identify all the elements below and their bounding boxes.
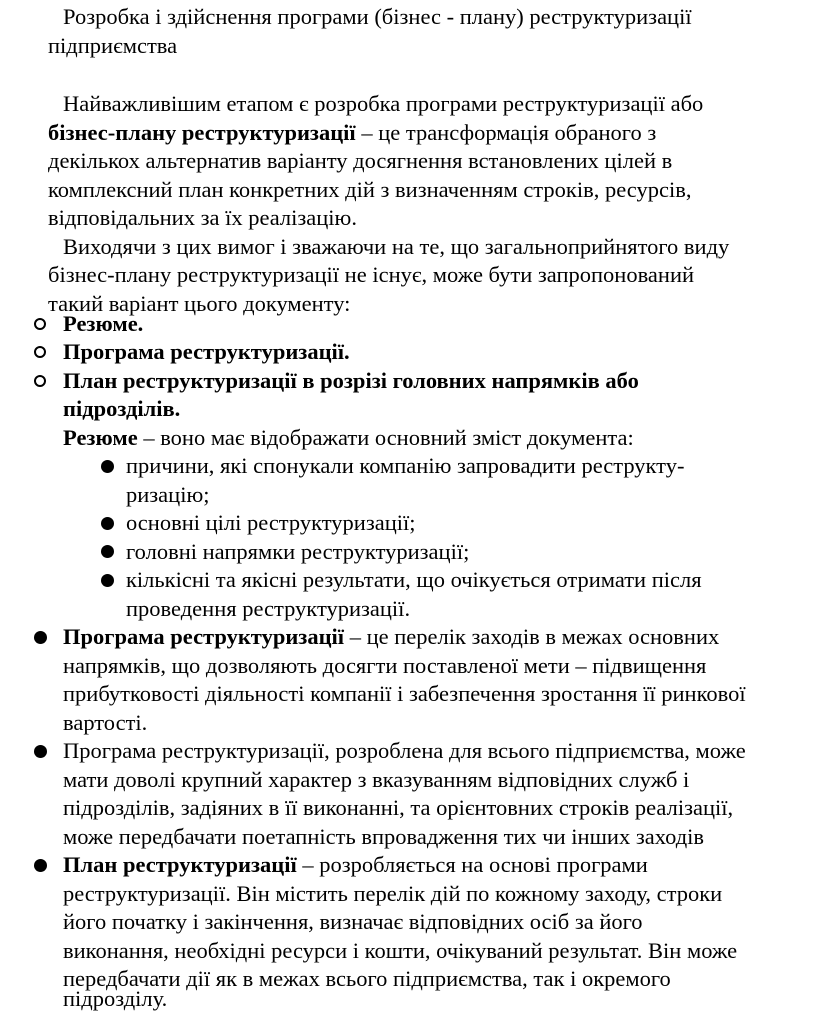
open-circle-bullet-icon <box>34 318 46 330</box>
outline-item-plan-line-1: План реструктуризації в розрізі головних напрямків або <box>63 368 639 393</box>
plan-line-4: виконання, необхідні ресурси і кошти, очікуваний результат. Він може <box>63 938 738 963</box>
resume-sub-1-line-1: причини, які спонукали компанію запровадити реструкту- <box>126 453 685 478</box>
resume-sub-2: основні цілі реструктуризації; <box>126 510 416 535</box>
para2-line-2: бізнес-плану реструктуризації не існує, може бути запропонований <box>48 262 695 287</box>
program2-line-4: може передбачати поетапність впровадження тих чи інших заходів <box>63 824 705 849</box>
program2-line-3: підрозділів, задіяних в її виконанні, та орієнтовних строків реалізації, <box>63 795 734 820</box>
plan-line-2: реструктуризації. Він містить перелік дій по кожному заходу, строки <box>63 881 723 906</box>
plan-line-1: План реструктуризації – розробляється на основі програми <box>63 852 648 877</box>
resume-sub-3: головні напрямки реструктуризації; <box>126 539 470 564</box>
filled-circle-bullet-icon <box>101 460 114 473</box>
business-plan-term: бізнес-плану реструктуризації <box>48 120 356 145</box>
program-line-2: напрямків, що дозволяють досягти поставленої мети – підвищення <box>63 653 707 678</box>
plan-line-5: передбачати дії як в межах всього підприємства, так і окремого <box>63 966 671 991</box>
resume-sub-4-line-1: кількісні та якісні результати, що очікується отримати після <box>126 567 702 592</box>
outline-item-plan-line-2: підрозділів. <box>63 396 181 421</box>
program2-line-1: Програма реструктуризації, розроблена для всього підприємства, може <box>63 738 746 763</box>
intro-line-1: Найважливішим етапом є розробка програми реструктуризації або <box>63 91 704 116</box>
filled-circle-bullet-icon <box>34 745 47 758</box>
intro-line-4: комплексний план конкретних дій з визначенням строків, ресурсів, <box>48 177 692 202</box>
para2-line-3: такий варіант цього документу: <box>48 291 351 316</box>
program-line-1: Програма реструктуризації – це перелік заходів в межах основних <box>63 624 720 649</box>
intro-line-3: декількох альтернатив варіанту досягнення встановлених цілей в <box>48 148 673 173</box>
resume-sub-1-line-2: ризацію; <box>126 482 210 507</box>
filled-circle-bullet-icon <box>34 859 47 872</box>
intro-line-5: відповідальних за їх реалізацію. <box>48 205 357 230</box>
program-line-4: вартості. <box>63 710 148 735</box>
filled-circle-bullet-icon <box>34 631 47 644</box>
plan-line-6: підрозділу. <box>63 986 168 1011</box>
resume-sub-4-line-2: проведення реструктуризації. <box>126 596 411 621</box>
program-line-3: прибутковості діяльності компанії і забезпечення зростання її ринкової <box>63 681 746 706</box>
open-circle-bullet-icon <box>34 346 46 358</box>
para2-line-1: Виходячи з цих вимог і зважаючи на те, що загальноприйнятого виду <box>63 234 730 259</box>
filled-circle-bullet-icon <box>101 574 114 587</box>
filled-circle-bullet-icon <box>101 517 114 530</box>
title-line-2: підприємства <box>48 33 178 58</box>
open-circle-bullet-icon <box>34 375 46 387</box>
title-line-1: Розробка і здійснення програми (бізнес - плану) реструктуризації <box>63 4 692 29</box>
program2-line-2: мати доволі крупний характер з вказуванням відповідних служб і <box>63 767 690 792</box>
outline-item-resume: Резюме. <box>63 311 144 336</box>
resume-heading: Резюме – воно має відображати основний зміст документа: <box>63 425 634 450</box>
plan-line-3: його початку і закінчення, визначає відповідних осіб за його <box>63 909 643 934</box>
intro-line-2: бізнес-плану реструктуризації – це трансформація обраного з <box>48 120 657 145</box>
outline-item-program: Програма реструктуризації. <box>63 339 350 364</box>
filled-circle-bullet-icon <box>101 545 114 558</box>
